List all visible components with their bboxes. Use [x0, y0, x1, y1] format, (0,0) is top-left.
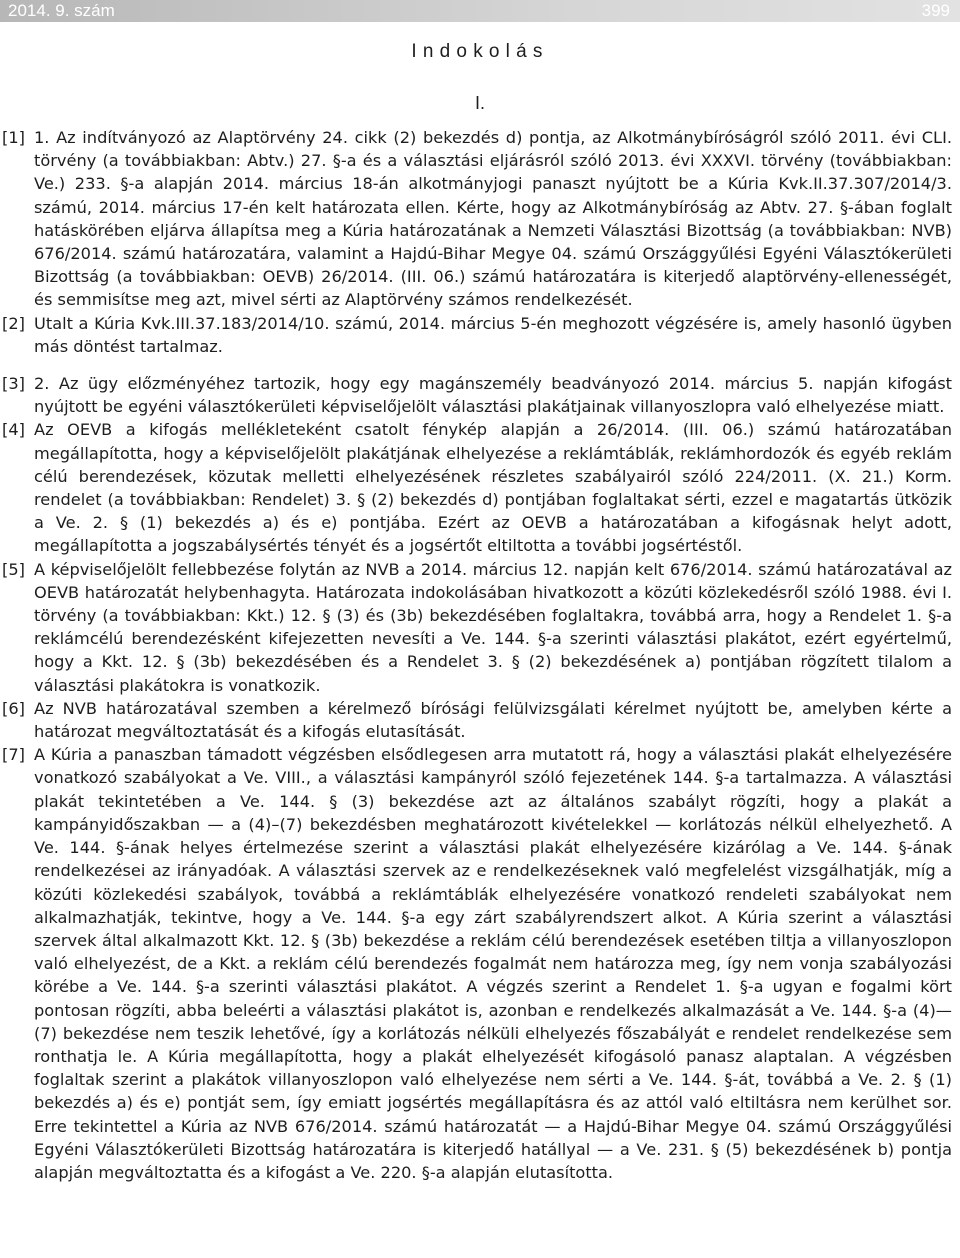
paragraph-7 — [0, 743, 960, 1184]
paragraph-6 — [0, 697, 960, 743]
document-body — [0, 126, 960, 1184]
paragraph-5 — [0, 558, 960, 697]
paragraph-gap — [0, 358, 960, 372]
paragraph-number: [1] — [2, 128, 25, 147]
paragraph-number: [7] — [2, 745, 25, 765]
section-number: I. — [474, 93, 485, 113]
paragraph-text: Utalt a Kúria Kvk.III.37.183/2014/10. számú, 2014. március 5-én meghozott végzésére is, amely hasonló ügyben más döntést tartalmaz. — [34, 313, 952, 356]
page-header — [0, 0, 960, 22]
paragraph-text: Az OEVB a kifogás mellékleteként csatolt fénykép alapján a 26/2014. (III. 06.) számú határozatában megállapította, hogy a képviselőjelölt plakátjának elhelyezése a reklámtáblák, reklámhordozók és egyéb reklám célú berendezések, közutak melletti elhelyezésének részletes szabályairól szóló 224/2011. (X. 21.) Korm. rendelet (a továbbiakban: Rendelet) 3. § (2) bekezdés d) pontjában foglaltakat sérti, ezzel e magatartás ütközik a Ve. 2. § (1) bekezdés a) és e) pontjába. Ezért az OEVB a határozatában a kifogásnak helyt adott, megállapította a jogszabálysértés tényét és a jogsértőt eltiltotta a további jogsértéstől. — [34, 420, 952, 556]
section-title: Indokolás — [411, 41, 549, 62]
page-number: 399 — [921, 1, 950, 20]
paragraph-number: [5] — [2, 559, 25, 579]
paragraph-2 — [0, 312, 960, 358]
paragraph-3 — [0, 372, 960, 418]
paragraph-text: Az NVB határozatával szemben a kérelmező bírósági felülvizsgálati kérelmet nyújtott be, amelyben kérte a határozat megváltoztatását és a kifogás elutasítását. — [34, 698, 952, 742]
paragraph-number: [2] — [2, 313, 25, 333]
paragraph-text: A Kúria a panaszban támadott végzésben elsődlegesen arra mutatott rá, hogy a választási plakát elhelyezésére vonatkozó szabályokat a Ve. VIII., a választási kampányról szóló fejezetének 144. §-a tartalmazza. A választási plakát tekintetében a Ve. 144. § (3) bekezdése azt az általános szabályt rögzíti, hogy a plakát a kampányidőszakban — a (4)–(7) bekezdésben meghatározott kivételekkel — korlátozás nélkül elhelyezhető. A Ve. 144. §-ának helyes értelmezése szerint a választási plakát elhelyezésére kizárólag a Ve. 144. §-ának rendelkezései az irányadóak. A választási szervek az e rendelkezéseknek való megfelelést vizsgálhatják, míg a közúti közlekedési szabályok, továbbá a reklámtáblák elhelyezésére vonatkozó rendeleti szabályokat nem alkalmazhatják, tekintve, hogy a Ve. 144. §-a egy zárt szabályrendszert alkot. A Kúria szerint a választási szervek által alkalmazott Kkt. 12. § (3b) bekezdése a reklám célú berendezések esetében tiltja a villanyoszlopon való elhelyezést, de a Kkt. a reklám célú berendezés fogalmát nem határozza meg, így nem vonja szabályozási körébe a Ve. 144. §-a szerinti választási plakátot. A végzés szerint a Rendelet 1. §-a ugyan e fogalmi kört pontosan rögzíti, abba beleérti a választási plakátot is, azonban e rendelkezés alkalmazását a Ve. 144. §-a (4)—(7) bekezdése nem teszik lehetővé, így a korlátozás nélküli elhelyezés főszabályát e rendelet rendelkezése sem ronthatja le. A Kúria megállapította, hogy a plakát elhelyezését kifogásoló panasz alaptalan. A végzésben foglaltak szerint a plakátok villanyoszlopon való elhelyezése nem sérti a Ve. 144. §-át, továbbá a Ve. 2. § (1) bekezdés a) és e) pontját sem, így emiatt jogsértés megállapításra és az attól való eltiltásra nem kerülhet sor. Erre tekintettel a Kúria az NVB 676/2014. számú határozatát — a Hajdú-Bihar Megye 04. számú Országgyűlési Egyéni Választókerületi Bizottság határozatára is kiterjedő hatállyal — a Ve. 231. § (5) bekezdésének b) pontja alapján megváltoztatta és a kifogást a Ve. 220. §-a alapján elutasította. — [34, 745, 952, 1182]
paragraph-4 — [0, 418, 960, 557]
paragraph-text: A képviselőjelölt fellebbezése folytán az NVB a 2014. március 12. napján kelt 676/2014. számú határozatával az OEVB határozatát helybenhagyta. Határozata indokolásában hivatkozott a közúti közlekedésről szóló 1988. évi I. törvény (a továbbiakban: Kkt.) 12. § (3) és (3b) bekezdésében foglaltakra, továbbá arra, hogy a Rendelet 1. §-a reklámcélú berendezésként kifejezetten nevesíti a Ve. 144. §-a szerinti választási plakátot, ezért egyértelmű, hogy a Kkt. 12. § (3b) bekezdésében és a Rendelet 3. § (2) bekezdésének a) pontjában rögzített tilalom a választási plakátokra is vonatkozik. — [34, 559, 952, 695]
paragraph-number: [4] — [2, 420, 25, 440]
paragraph-text: 2. Az ügy előzményéhez tartozik, hogy egy magánszemély beadványozó 2014. március 5. napján kifogást nyújtott be egyéni választókerületi képviselőjelölt választási plakátjainak villanyoszlopra való elhelyezése miatt. — [34, 374, 952, 417]
paragraph-1 — [0, 126, 960, 312]
issue-label: 2014. 9. szám — [8, 1, 115, 20]
paragraph-number: [3] — [2, 374, 25, 394]
paragraph-text: 1. Az indítványozó az Alaptörvény 24. cikk (2) bekezdés d) pontja, az Alkotmánybíróságról szóló 2011. évi CLI. törvény (a továbbiakban: Abtv.) 27. §-a és a választási eljárásról szóló 2013. évi XXXVI. törvény (továbbiakban: Ve.) 233. §-a alapján 2014. március 18-án alkotmányjogi panaszt nyújtott be a Kúria Kvk.II.37.307/2014/3. számú, 2014. március 17-én kelt határozata ellen. Kérte, hogy az Alkotmánybíróság az Abtv. 27. §-ában foglalt hatáskörében eljárva állapítsa meg a Kúria határozatának a Nemzeti Választási Bizottság (a továbbiakban: NVB) 676/2014. számú határozatára, valamint a Hajdú-Bihar Megye 04. számú Országgyűlési Egyéni Választókerületi Bizottság (a továbbiakban: OEVB) 26/2014. (III. 06.) számú határozatára is kiterjedő alaptörvény-ellenességét, és semmisítse meg azt, mivel sérti az Alaptörvény számos rendelkezését. — [34, 128, 952, 310]
paragraph-number: [6] — [2, 698, 25, 718]
